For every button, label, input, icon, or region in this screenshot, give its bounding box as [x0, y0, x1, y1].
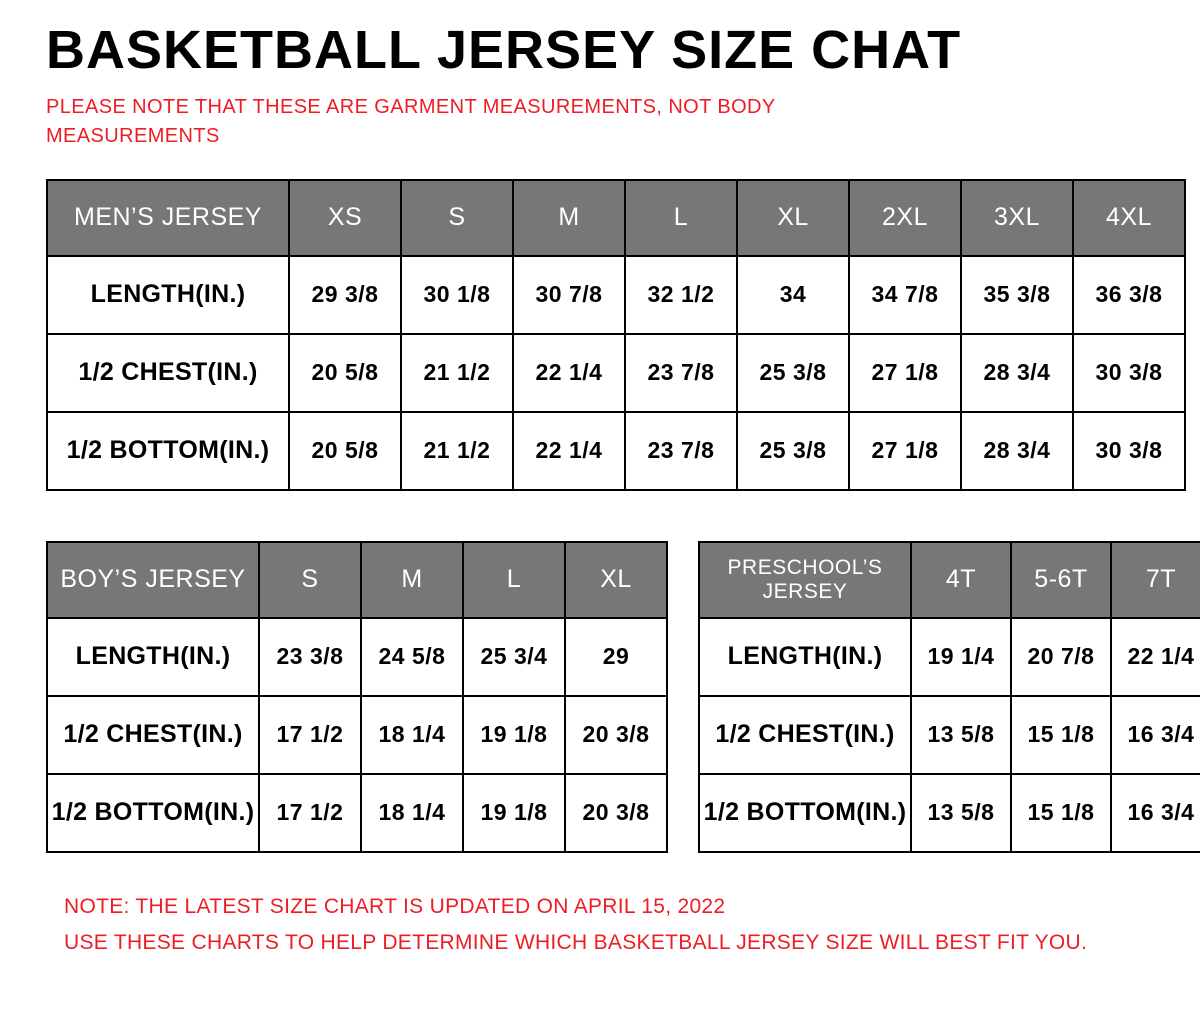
- row-label: LENGTH(IN.): [47, 256, 289, 334]
- cell-value: 17 1/2: [259, 774, 361, 852]
- cell-value: 22 1/4: [513, 412, 625, 490]
- update-note: NOTE: THE LATEST SIZE CHART IS UPDATED ON APRIL 15, 2022: [64, 894, 726, 918]
- table-row: [47, 618, 667, 696]
- cell-value: 16 3/4: [1111, 774, 1200, 852]
- preschool-table-header: [699, 542, 1200, 618]
- cell-value: 34: [737, 256, 849, 334]
- row-label: 1/2 BOTTOM(IN.): [47, 774, 259, 852]
- row-label: 1/2 CHEST(IN.): [47, 696, 259, 774]
- table-row: [699, 618, 1200, 696]
- size-chart-page: [0, 22, 1200, 1029]
- cell-value: 27 1/8: [849, 412, 961, 490]
- cell-value: 27 1/8: [849, 334, 961, 412]
- cell-value: 15 1/8: [1011, 774, 1111, 852]
- mens-table-body: [47, 256, 1185, 490]
- cell-value: 17 1/2: [259, 696, 361, 774]
- mens-size-header: L: [625, 180, 737, 256]
- page-title: BASKETBALL JERSEY SIZE CHAT: [46, 20, 962, 80]
- mens-size-header: XL: [737, 180, 849, 256]
- cell-value: 15 1/8: [1011, 696, 1111, 774]
- cell-value: 23 3/8: [259, 618, 361, 696]
- cell-value: 18 1/4: [361, 774, 463, 852]
- boys-size-header: S: [259, 542, 361, 618]
- cell-value: 19 1/8: [463, 696, 565, 774]
- cell-value: 30 3/8: [1073, 412, 1185, 490]
- row-label: LENGTH(IN.): [47, 618, 259, 696]
- bottom-notes: [64, 891, 1176, 960]
- lower-tables-row: [46, 541, 1195, 853]
- row-label: 1/2 BOTTOM(IN.): [47, 412, 289, 490]
- cell-value: 28 3/4: [961, 334, 1073, 412]
- boys-table-body: [47, 618, 667, 852]
- preschool-size-header: 5-6T: [1011, 542, 1111, 618]
- cell-value: 23 7/8: [625, 412, 737, 490]
- cell-value: 29: [565, 618, 667, 696]
- mens-size-header: M: [513, 180, 625, 256]
- preschool-size-header: 7T: [1111, 542, 1200, 618]
- cell-value: 32 1/2: [625, 256, 737, 334]
- cell-value: 13 5/8: [911, 696, 1011, 774]
- mens-size-header: S: [401, 180, 513, 256]
- preschool-table-body: [699, 618, 1200, 852]
- mens-size-header: 2XL: [849, 180, 961, 256]
- cell-value: 19 1/4: [911, 618, 1011, 696]
- cell-value: 21 1/2: [401, 412, 513, 490]
- cell-value: 19 1/8: [463, 774, 565, 852]
- table-row: [699, 774, 1200, 852]
- cell-value: 29 3/8: [289, 256, 401, 334]
- cell-value: 23 7/8: [625, 334, 737, 412]
- cell-value: 20 5/8: [289, 412, 401, 490]
- cell-value: 21 1/2: [401, 334, 513, 412]
- cell-value: 30 3/8: [1073, 334, 1185, 412]
- preschool-jersey-size-table: [698, 541, 1200, 853]
- cell-value: 20 5/8: [289, 334, 401, 412]
- boys-size-header: M: [361, 542, 463, 618]
- cell-value: 20 7/8: [1011, 618, 1111, 696]
- cell-value: 28 3/4: [961, 412, 1073, 490]
- boys-size-header: XL: [565, 542, 667, 618]
- row-label: 1/2 BOTTOM(IN.): [699, 774, 911, 852]
- cell-value: 22 1/4: [513, 334, 625, 412]
- garment-measurement-note: PLEASE NOTE THAT THESE ARE GARMENT MEASUREMENTS, NOT BODY MEASUREMENTS: [46, 95, 776, 147]
- cell-value: 25 3/8: [737, 334, 849, 412]
- cell-value: 36 3/8: [1073, 256, 1185, 334]
- mens-table-header: [47, 180, 1185, 256]
- table-row: [47, 412, 1185, 490]
- mens-size-header: 4XL: [1073, 180, 1185, 256]
- cell-value: 34 7/8: [849, 256, 961, 334]
- cell-value: 35 3/8: [961, 256, 1073, 334]
- cell-value: 25 3/8: [737, 412, 849, 490]
- table-row: [47, 696, 667, 774]
- boys-size-header: L: [463, 542, 565, 618]
- cell-value: 22 1/4: [1111, 618, 1200, 696]
- mens-header-label: MEN’S JERSEY: [47, 180, 289, 256]
- row-label: 1/2 CHEST(IN.): [699, 696, 911, 774]
- row-label: 1/2 CHEST(IN.): [47, 334, 289, 412]
- table-row: [47, 256, 1185, 334]
- mens-size-header: XS: [289, 180, 401, 256]
- boys-header-label: BOY’S JERSEY: [47, 542, 259, 618]
- mens-size-header: 3XL: [961, 180, 1073, 256]
- row-label: LENGTH(IN.): [699, 618, 911, 696]
- cell-value: 25 3/4: [463, 618, 565, 696]
- boys-table-header: [47, 542, 667, 618]
- preschool-size-header: 4T: [911, 542, 1011, 618]
- cell-value: 20 3/8: [565, 696, 667, 774]
- boys-jersey-size-table: [46, 541, 668, 853]
- preschool-header-label: PRESCHOOL’S JERSEY: [699, 542, 911, 618]
- cell-value: 18 1/4: [361, 696, 463, 774]
- cell-value: 16 3/4: [1111, 696, 1200, 774]
- table-header-row: [47, 542, 667, 618]
- cell-value: 30 7/8: [513, 256, 625, 334]
- table-row: [47, 334, 1185, 412]
- table-row: [47, 774, 667, 852]
- cell-value: 30 1/8: [401, 256, 513, 334]
- cell-value: 20 3/8: [565, 774, 667, 852]
- cell-value: 24 5/8: [361, 618, 463, 696]
- table-row: [699, 696, 1200, 774]
- usage-note: USE THESE CHARTS TO HELP DETERMINE WHICH BASKETBALL JERSEY SIZE WILL BEST FIT YOU.: [64, 931, 1088, 955]
- table-header-row: [699, 542, 1200, 618]
- cell-value: 13 5/8: [911, 774, 1011, 852]
- mens-jersey-size-table: [46, 179, 1186, 491]
- table-header-row: [47, 180, 1185, 256]
